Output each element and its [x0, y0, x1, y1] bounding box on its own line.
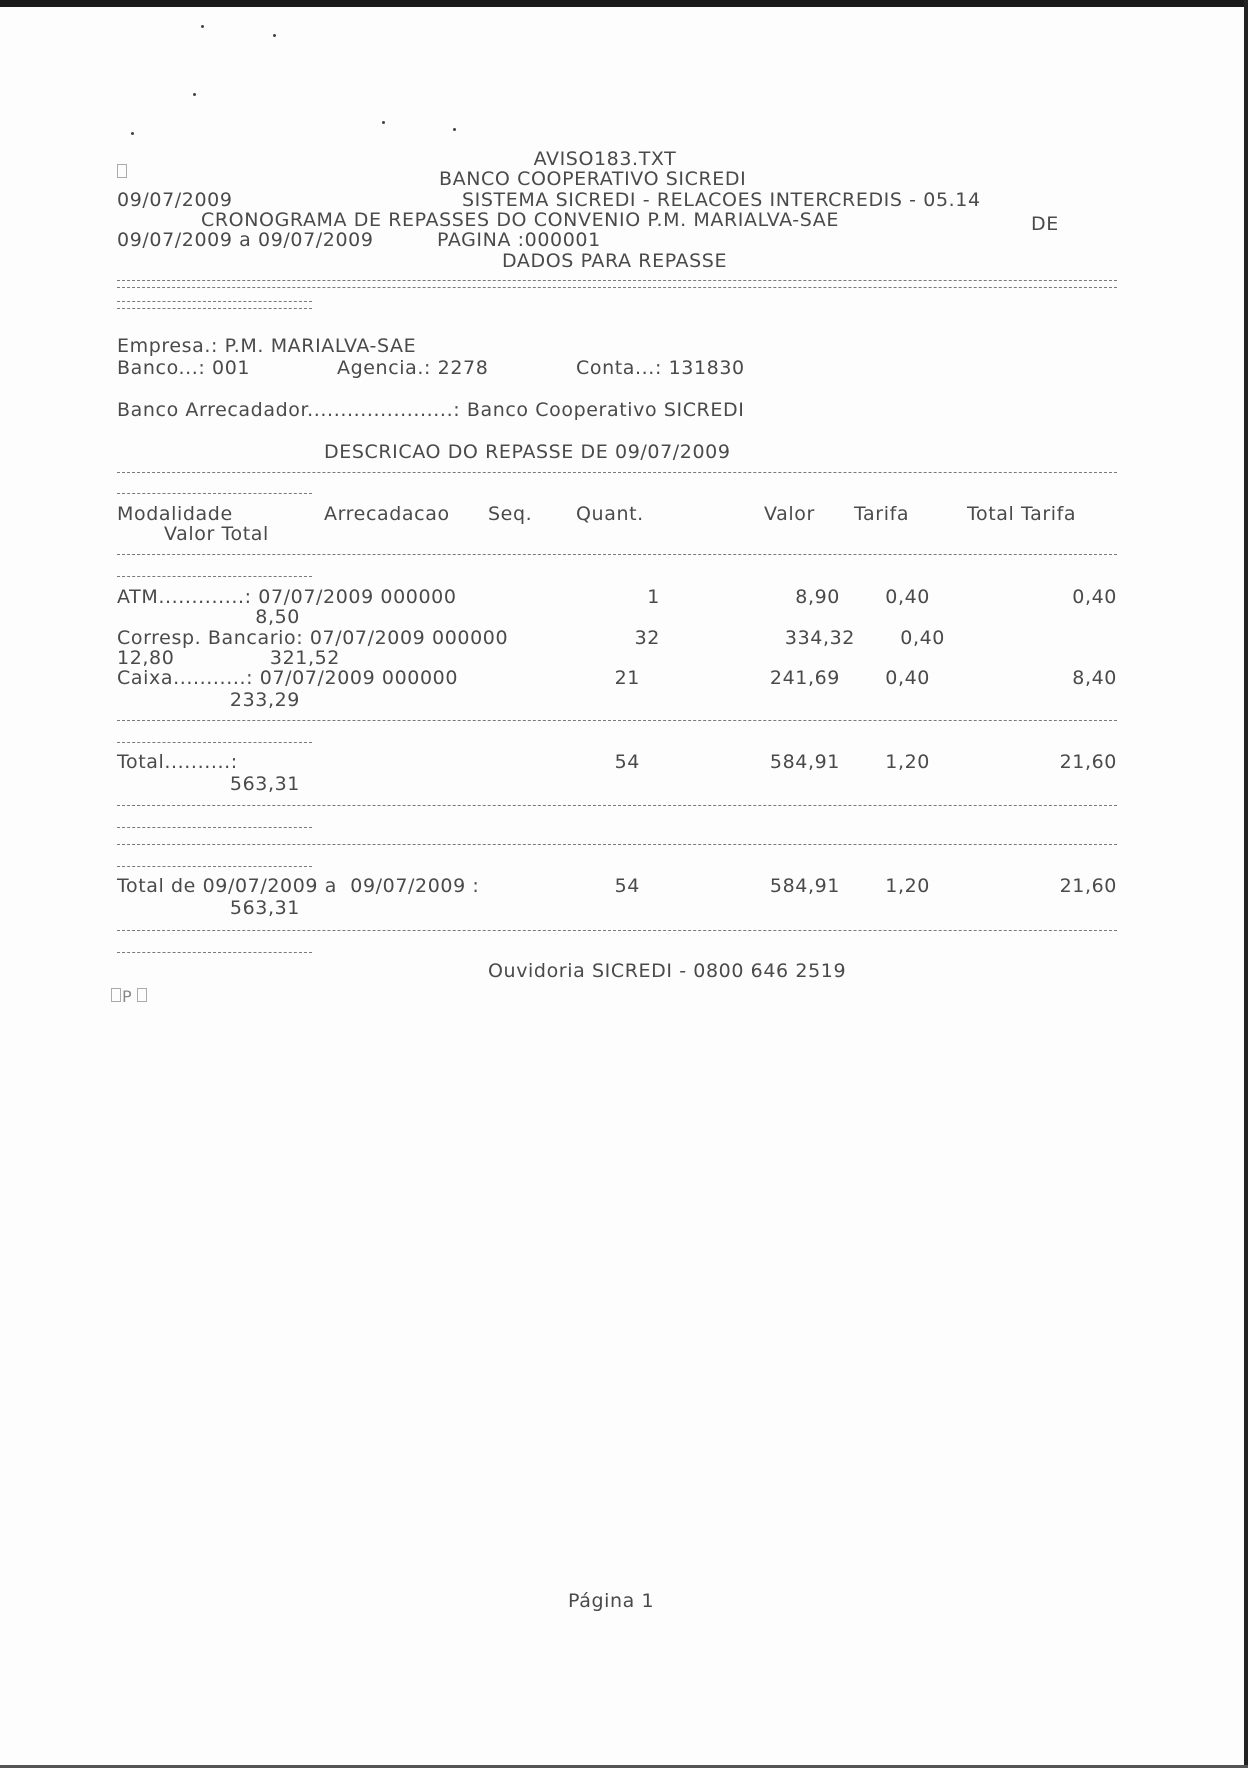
column-header-tarifa: Tarifa [854, 503, 910, 525]
separator [117, 930, 1117, 931]
control-char-box-icon [137, 988, 147, 1002]
banco-field: Banco...: 001 [117, 357, 251, 379]
period-total-tarifa: 1,20 [885, 875, 930, 897]
row-quant: 1 [647, 586, 660, 608]
row-quant: 32 [634, 627, 660, 649]
period-total-total-tarifa: 21,60 [1059, 875, 1117, 897]
page-counter: PAGINA :000001 [437, 229, 601, 251]
separator-wrap [117, 576, 312, 577]
column-header-quant: Quant. [576, 503, 644, 525]
control-char-box-icon [111, 988, 121, 1002]
bank-name: BANCO COOPERATIVO SICREDI [439, 168, 747, 190]
row-valor-total: 233,29 [229, 689, 300, 711]
row-tarifa: 0,40 [885, 667, 930, 689]
total-valor-total: 563,31 [229, 773, 300, 795]
separator [117, 720, 1117, 721]
period-total-valor-total: 563,31 [229, 897, 300, 919]
row-label: Corresp. Bancario: 07/07/2009 000000 [117, 627, 509, 649]
row-tarifa: 0,40 [900, 627, 945, 649]
row-valor-total: 8,50 [255, 606, 300, 628]
row-valor: 8,90 [795, 586, 840, 608]
separator-wrap [117, 493, 312, 494]
separator [117, 805, 1117, 806]
separator [117, 472, 1117, 473]
ouvidoria-line: Ouvidoria SICREDI - 0800 646 2519 [488, 960, 847, 982]
separator-wrap [117, 827, 312, 828]
control-char-box-icon [117, 164, 127, 178]
row-total-tarifa: 12,80 [117, 647, 175, 669]
empresa-line: Empresa.: P.M. MARIALVA-SAE [117, 335, 417, 357]
period-total-quant: 54 [614, 875, 640, 897]
column-header-modalidade: Modalidade [117, 503, 233, 525]
row-valor: 241,69 [769, 667, 840, 689]
control-text: P [122, 987, 133, 1006]
file-name: AVISO183.TXT [533, 148, 677, 170]
total-total-tarifa: 21,60 [1059, 751, 1117, 773]
section-title: DADOS PARA REPASSE [502, 250, 728, 272]
scan-speck [453, 128, 456, 131]
row-valor-total: 321,52 [269, 647, 340, 669]
column-header-total-tarifa: Total Tarifa [967, 503, 1077, 525]
scan-speck [201, 25, 204, 28]
scan-edge-top [0, 0, 1248, 7]
total-valor: 584,91 [769, 751, 840, 773]
row-label: Caixa...........: 07/07/2009 000000 [117, 667, 459, 689]
scan-edge-right [1244, 0, 1248, 1768]
column-header-valor-total: Valor Total [164, 523, 269, 545]
description-title: DESCRICAO DO REPASSE DE 09/07/2009 [324, 441, 731, 463]
total-tarifa: 1,20 [885, 751, 930, 773]
separator-wrap [117, 742, 312, 743]
separator-wrap [117, 866, 312, 867]
separator-wrap [117, 952, 312, 953]
period-total-valor: 584,91 [769, 875, 840, 897]
row-total-tarifa: 0,40 [1072, 586, 1117, 608]
period-total-label: Total de 09/07/2009 a 09/07/2009 : [117, 875, 480, 897]
banco-arrecadador-line: Banco Arrecadador......................: Banco Cooperativo SICREDI [117, 399, 745, 421]
column-header-arrecadacao: Arrecadacao [324, 503, 450, 525]
row-quant: 21 [614, 667, 640, 689]
scan-speck [131, 132, 134, 135]
total-label: Total..........: [117, 751, 238, 773]
page-number: Página 1 [568, 1590, 655, 1612]
row-valor: 334,32 [784, 627, 855, 649]
row-total-tarifa: 8,40 [1072, 667, 1117, 689]
period-range: 09/07/2009 a 09/07/2009 [117, 229, 374, 251]
de-label: DE [1031, 213, 1059, 235]
total-quant: 54 [614, 751, 640, 773]
print-date: 09/07/2009 [117, 189, 233, 211]
column-header-valor: Valor [764, 503, 815, 525]
conta-field: Conta...: 131830 [576, 357, 745, 379]
scan-speck [193, 93, 196, 96]
scan-speck [382, 121, 385, 124]
separator [117, 844, 1117, 845]
column-header-seq: Seq. [488, 503, 533, 525]
agencia-field: Agencia.: 2278 [337, 357, 489, 379]
double-separator [117, 280, 1117, 288]
separator [117, 554, 1117, 555]
scan-speck [273, 34, 276, 37]
row-label: ATM.............: 07/07/2009 000000 [117, 586, 457, 608]
cronograma-title: CRONOGRAMA DE REPASSES DO CONVENIO P.M. MARIALVA-SAE [201, 209, 839, 231]
system-name: SISTEMA SICREDI - RELACOES INTERCREDIS - 05.14 [462, 189, 981, 211]
row-tarifa: 0,40 [885, 586, 930, 608]
double-separator-wrap [117, 301, 312, 309]
